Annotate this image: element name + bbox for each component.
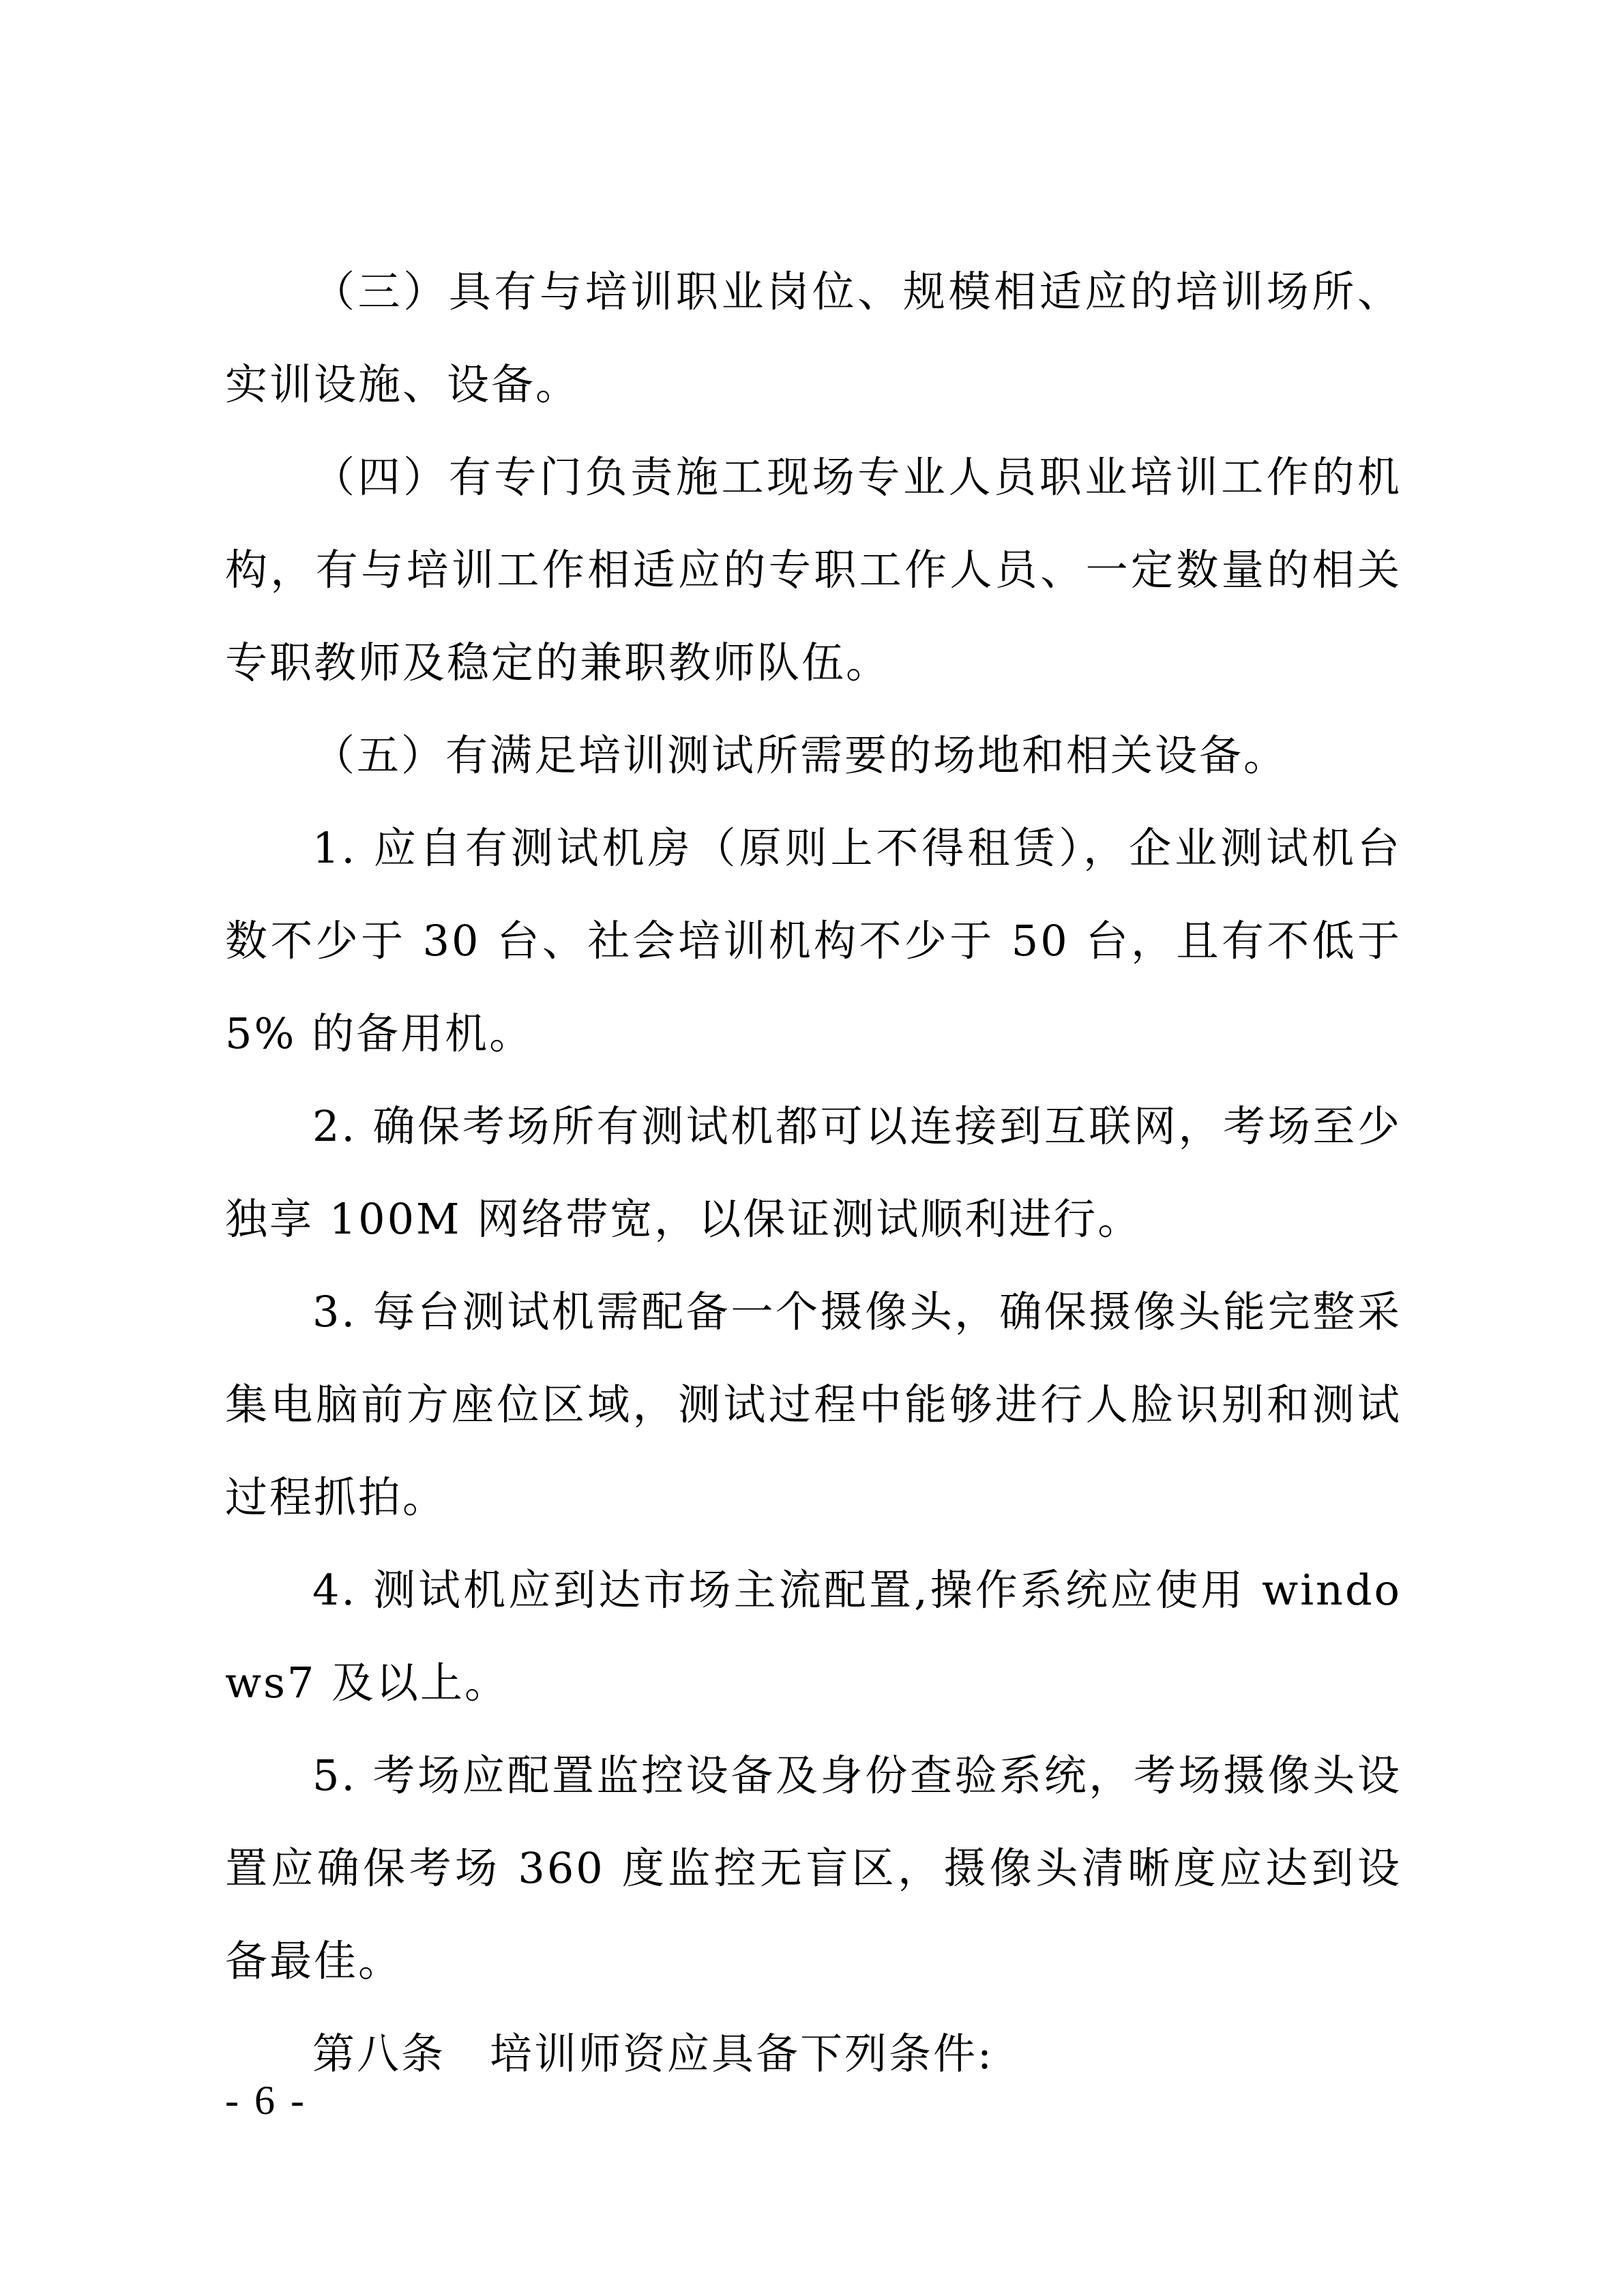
paragraph-item-1-test-room: 1. 应自有测试机房（原则上不得租赁），企业测试机台数不少于 30 台、社会培训机构不少于 50 台，且有不低于 5% 的备用机。 bbox=[225, 823, 1402, 1058]
paragraph-item-5-monitoring: 5. 考场应配置监控设备及身份查验系统，考场摄像头设置应确保考场 360 度监控无盲区，摄像头清晰度应达到设备最佳。 bbox=[225, 1750, 1402, 1986]
paragraph-training-venue: （三）具有与培训职业岗位、规模相适应的培训场所、实训设施、设备。 bbox=[225, 267, 1402, 409]
paragraph-item-3-camera: 3. 每台测试机需配备一个摄像头，确保摄像头能完整采集电脑前方座位区域，测试过程中能够进行人脸识别和测试过程抓拍。 bbox=[225, 1287, 1402, 1522]
paragraph-article-8: 第八条 培训师资应具备下列条件: bbox=[312, 2029, 994, 2078]
paragraph-item-4-configuration: 4. 测试机应到达市场主流配置,操作系统应使用 windows7 及以上。 bbox=[225, 1565, 1402, 1708]
paragraph-item-2-network: 2. 确保考场所有测试机都可以连接到互联网，考场至少独享 100M 网络带宽，以保证测试顺利进行。 bbox=[225, 1101, 1402, 1244]
document-body bbox=[225, 245, 1402, 2100]
paragraph-training-organization: （四）有专门负责施工现场专业人员职业培训工作的机构，有与培训工作相适应的专职工作人员、一定数量的相关专职教师及稳定的兼职教师队伍。 bbox=[225, 452, 1402, 687]
paragraph-testing-facilities: （五）有满足培训测试所需要的场地和相关设备。 bbox=[312, 730, 1288, 780]
page-number: - 6 - bbox=[225, 2078, 307, 2123]
